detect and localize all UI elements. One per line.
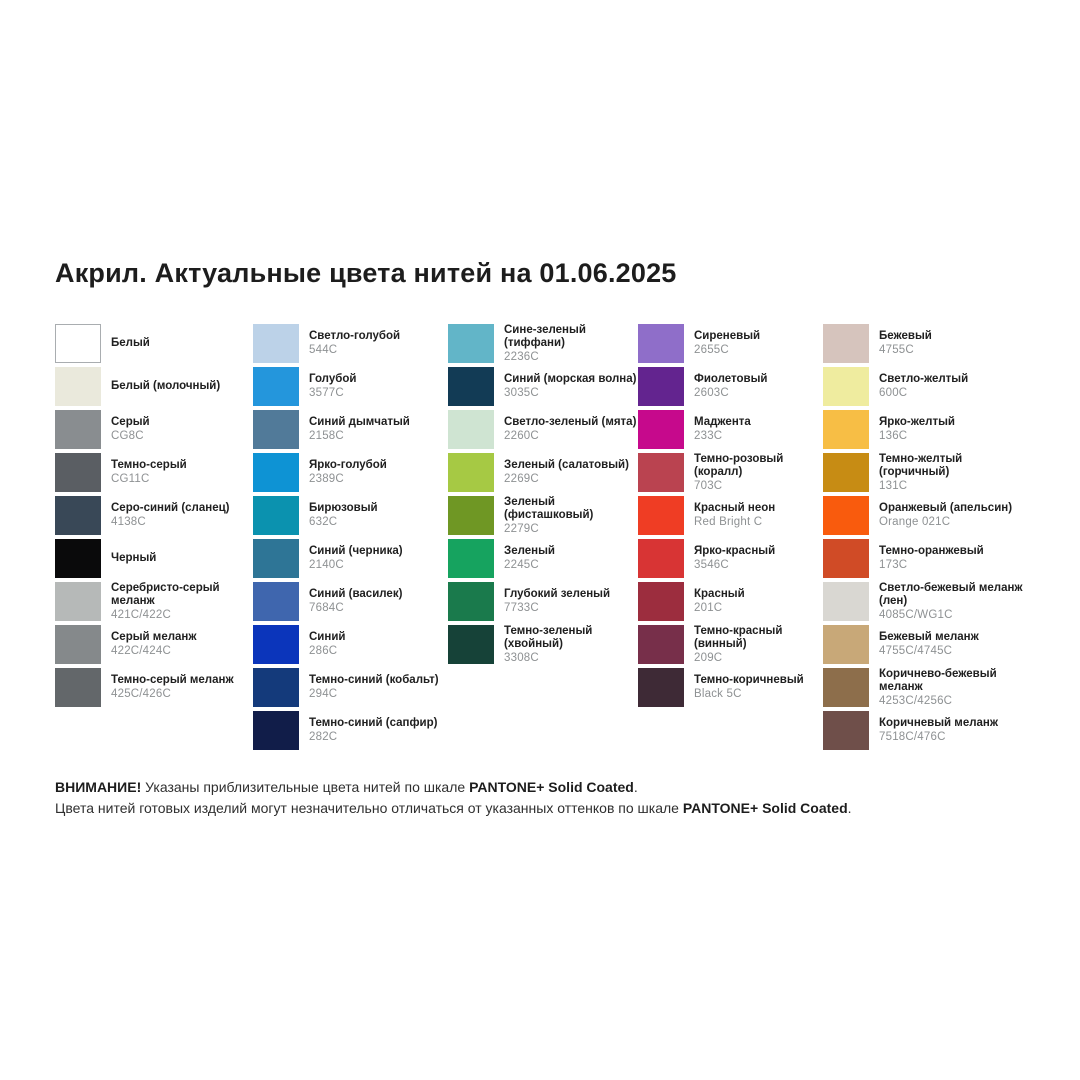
color-row [638,410,823,453]
pantone-code: 600C [879,387,908,399]
pantone-code: Orange 021C [879,516,951,528]
pantone-code: 2245C [504,559,539,571]
color-name: Оранжевый (апельсин) [879,502,1013,514]
color-swatch [823,668,869,707]
color-row [253,582,448,625]
color-row [638,539,823,582]
pantone-code: 2389C [309,473,344,485]
disclaimer-line-2 [55,798,1040,819]
color-label [869,367,968,406]
pantone-scale-label-2: PANTONE+ Solid Coated [682,800,848,816]
color-name: Сине-зеленый (тиффани) [504,323,586,349]
color-label [299,582,402,621]
pantone-code: 7684C [309,602,344,614]
color-swatch [253,324,299,363]
color-row [823,410,1035,453]
color-label [101,410,150,449]
color-name: Коричневый меланж [879,717,999,729]
pantone-code: Red Bright C [694,516,763,528]
color-row [638,367,823,410]
color-swatch [55,324,101,363]
color-swatch [638,453,684,492]
color-swatch [253,539,299,578]
color-row [638,496,823,539]
color-label [299,668,439,707]
pantone-code: 3035C [504,387,539,399]
color-row [823,539,1035,582]
color-name: Маджента [694,416,751,428]
color-row [55,625,253,668]
color-swatch [448,496,494,535]
pantone-code: 544C [309,344,338,356]
pantone-code: 2236C [504,350,539,363]
color-row [448,496,638,539]
color-name: Серо-синий (сланец) [111,502,230,514]
color-label [684,453,823,492]
color-swatch [253,367,299,406]
color-name: Серый меланж [111,631,197,643]
color-label [494,625,638,664]
disclaimer-text-2: Цвета нитей готовых изделий могут незначительно отличаться от указанных оттенков по шкале [55,800,683,816]
color-row [638,582,823,625]
color-row [55,668,253,711]
pantone-code: 703C [694,479,723,492]
color-label [299,410,410,449]
color-name: Белый [111,337,150,349]
color-name: Темно-желтый (горчичный) [879,452,963,478]
color-label [494,582,610,621]
pantone-code: 2603C [694,387,729,399]
color-name: Черный [111,552,157,564]
pantone-code: 2158C [309,430,344,442]
color-row [823,711,1035,754]
color-name: Темно-серый [111,459,187,471]
color-label [869,625,979,664]
pantone-code: 2279C [504,522,539,535]
color-swatch [448,324,494,363]
color-swatch [638,625,684,664]
color-swatch [55,410,101,449]
color-label [684,496,775,535]
color-row [638,668,823,711]
pantone-code: 7733C [504,602,539,614]
color-name: Синий (морская волна) [504,373,637,385]
color-name: Синий дымчатый [309,416,410,428]
color-row [253,410,448,453]
color-name: Серебристо-серый меланж [111,581,220,607]
color-swatch [823,453,869,492]
color-label [684,668,804,707]
color-swatch [55,496,101,535]
pantone-code: 209C [694,651,723,664]
color-name: Светло-желтый [879,373,969,385]
color-name: Темно-синий (кобальт) [309,674,439,686]
color-row [823,625,1035,668]
color-swatch [638,410,684,449]
color-name: Сиреневый [694,330,761,342]
color-label [299,625,345,664]
color-name: Светло-голубой [309,330,401,342]
color-name: Голубой [309,373,357,385]
color-name: Темно-оранжевый [879,545,984,557]
color-swatch [253,711,299,750]
color-swatch [823,496,869,535]
palette-column [638,324,823,711]
color-row [448,367,638,410]
color-name: Зеленый (фисташковый) [504,495,594,521]
pantone-code: 3308C [504,651,539,664]
color-name: Красный [694,588,745,600]
color-name: Серый [111,416,150,428]
color-name: Белый (молочный) [111,380,221,392]
color-swatch [638,539,684,578]
pantone-code: 131C [879,479,908,492]
color-swatch [823,367,869,406]
color-row [823,582,1035,625]
color-row [448,324,638,367]
color-label [101,324,150,363]
disclaimer-attention-label: ВНИМАНИЕ! [55,779,142,795]
color-label [101,582,253,621]
color-label [684,625,823,664]
color-label [101,625,197,664]
disclaimer-period-1: . [633,779,638,795]
color-label [101,367,220,406]
color-row [823,453,1035,496]
color-row [55,582,253,625]
pantone-code: 7518C/476C [879,731,946,743]
color-swatch [448,410,494,449]
color-row [448,539,638,582]
color-label [869,496,1012,535]
color-swatch [448,367,494,406]
color-swatch [638,582,684,621]
color-swatch [823,711,869,750]
color-swatch [823,582,869,621]
color-swatch [55,668,101,707]
color-name: Синий [309,631,346,643]
color-palette-grid [55,324,1035,754]
color-name: Ярко-желтый [879,416,955,428]
pantone-code: 4138C [111,516,146,528]
color-row [448,410,638,453]
pantone-code: 294C [309,688,338,700]
color-label [299,453,387,492]
color-row [253,367,448,410]
disclaimer-period-2: . [847,800,852,816]
color-row [638,453,823,496]
color-name: Синий (василек) [309,588,403,600]
color-row [55,453,253,496]
pantone-code: 2269C [504,473,539,485]
color-swatch [448,539,494,578]
pantone-code: 2140C [309,559,344,571]
color-label [869,711,998,750]
color-swatch [253,410,299,449]
color-swatch [55,539,101,578]
color-label [494,496,638,535]
color-swatch [253,668,299,707]
color-swatch [253,582,299,621]
color-name: Ярко-красный [694,545,776,557]
color-swatch [638,367,684,406]
color-label [494,453,629,492]
color-swatch [823,410,869,449]
color-row [55,410,253,453]
color-row [253,539,448,582]
pantone-code: 425C/426C [111,688,171,700]
pantone-code: 2655C [694,344,729,356]
disclaimer-line-1 [55,777,1040,798]
color-row [448,582,638,625]
color-label [494,324,638,363]
color-row [823,668,1035,711]
palette-column [823,324,1035,754]
color-label [684,582,745,621]
pantone-code: 421C/422C [111,608,171,621]
color-row [55,324,253,367]
color-label [299,539,403,578]
color-row [55,539,253,582]
color-row [823,324,1035,367]
color-name: Темно-синий (сапфир) [309,717,438,729]
color-swatch [253,453,299,492]
pantone-code: 4085C/WG1C [879,608,953,621]
color-name: Коричнево-бежевый меланж [879,667,997,693]
color-name: Бирюзовый [309,502,378,514]
color-swatch [823,324,869,363]
color-label [684,367,768,406]
color-label [869,668,1035,707]
color-row [448,453,638,496]
color-swatch [448,582,494,621]
color-name: Глубокий зеленый [504,588,611,600]
color-name: Светло-зеленый (мята) [504,416,637,428]
color-swatch [638,496,684,535]
color-name: Бежевый меланж [879,631,979,643]
color-swatch [55,625,101,664]
palette-column [448,324,638,668]
color-row [253,496,448,539]
color-row [253,668,448,711]
color-label [101,668,234,707]
color-row [55,496,253,539]
color-label [299,367,356,406]
color-row [253,625,448,668]
color-label [869,582,1035,621]
pantone-code: 632C [309,516,338,528]
color-row [823,496,1035,539]
color-row [253,453,448,496]
color-name: Зеленый [504,545,555,557]
pantone-code: CG11C [111,473,150,485]
color-name: Темно-розовый (коралл) [694,452,784,478]
pantone-scale-label-1: PANTONE+ Solid Coated [469,779,634,795]
color-row [638,324,823,367]
color-label [869,453,1035,492]
color-name: Ярко-голубой [309,459,387,471]
color-label [101,496,230,535]
color-name: Зеленый (салатовый) [504,459,629,471]
color-label [299,324,400,363]
color-swatch [253,496,299,535]
pantone-code: CG8C [111,430,144,442]
color-row [253,324,448,367]
color-name: Темно-красный (винный) [694,624,783,650]
color-row [638,625,823,668]
color-row [823,367,1035,410]
color-label [494,410,636,449]
color-row [55,367,253,410]
color-label [684,324,760,363]
color-swatch [55,582,101,621]
color-name: Бежевый [879,330,932,342]
palette-column [55,324,253,711]
disclaimer-text-1: Указаны приблизительные цвета нитей по шкале [141,779,470,795]
pantone-code: 136C [879,430,908,442]
color-label [869,410,955,449]
pantone-code: Black 5C [694,688,742,700]
color-swatch [55,367,101,406]
color-name: Фиолетовый [694,373,768,385]
color-name: Красный неон [694,502,776,514]
pantone-code: 282C [309,731,338,743]
pantone-code: 173C [879,559,908,571]
color-swatch [638,668,684,707]
color-swatch [448,625,494,664]
pantone-code: 3546C [694,559,729,571]
pantone-code: 3577C [309,387,344,399]
color-name: Темно-серый меланж [111,674,234,686]
color-swatch [55,453,101,492]
pantone-code: 233C [694,430,723,442]
color-label [299,711,437,750]
color-label [299,496,378,535]
pantone-code: 4755C [879,344,914,356]
color-label [101,453,187,492]
page-title: Акрил. Актуальные цвета нитей на 01.06.2025 [55,258,677,288]
color-name: Темно-зеленый (хвойный) [504,624,593,650]
color-name: Синий (черника) [309,545,403,557]
color-label [684,410,751,449]
color-label [869,324,932,363]
color-swatch [638,324,684,363]
color-name: Светло-бежевый меланж (лен) [879,581,1023,607]
color-label [869,539,984,578]
pantone-code: 2260C [504,430,539,442]
pantone-code: 422C/424C [111,645,171,657]
pantone-code: 201C [694,602,723,614]
pantone-code: 286C [309,645,338,657]
color-label [101,539,156,578]
color-row [448,625,638,668]
pantone-code: 4755C/4745C [879,645,953,657]
color-swatch [253,625,299,664]
color-swatch [823,539,869,578]
color-name: Темно-коричневый [694,674,804,686]
pantone-code: 4253C/4256C [879,694,953,707]
color-row [253,711,448,754]
color-swatch [448,453,494,492]
palette-column [253,324,448,754]
color-label [494,367,636,406]
pantone-disclaimer [55,777,1040,819]
color-label [684,539,775,578]
color-swatch [823,625,869,664]
color-label [494,539,555,578]
